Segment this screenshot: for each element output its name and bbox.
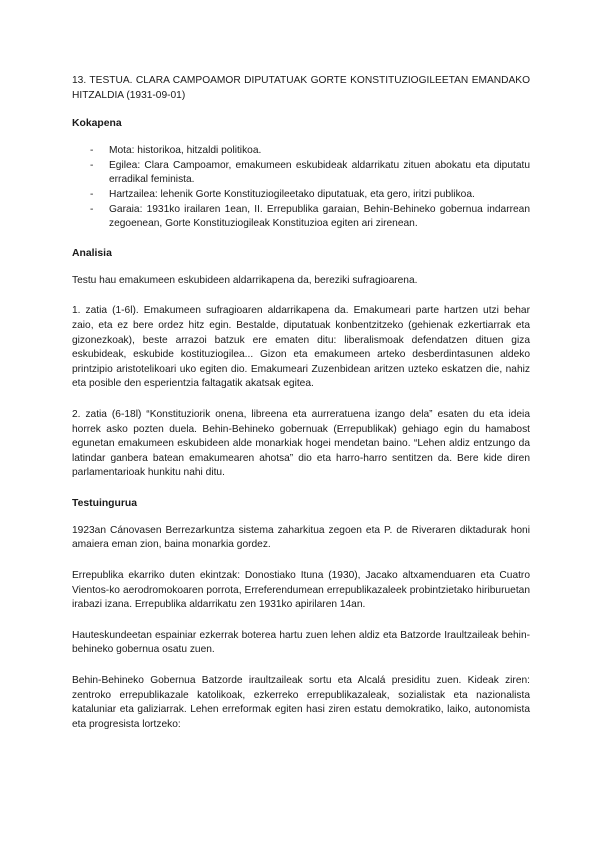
heading-kokapena: Kokapena (72, 118, 122, 130)
paragraph: 2. zatia (6-18l) “Konstituziorik onena, libreena eta aurreratuena izango dela” esaten du eta ideia horrek asko pozten duela. Behin-Behineko gobernuak (Errepublikak) gehiago egin du hamabost egunetan emakumeen eskubideen alde monarkiak hogei mendetan baino. “Lehen aldiz entzungo da latindar ganbera batean emakumearen ahotsa” dio eta harro-harro sentitzen da. Bere kide diren parlamentarioak hunkitu nahi ditu. (72, 408, 530, 479)
list-item: - Egilea: Clara Campoamor, emakumeen eskubideak aldarrikatu zituen abokatu eta diputatu erradikal feminista. (90, 159, 530, 186)
paragraph: Testu hau emakumeen eskubideen aldarrikapena da, bereziki sufragioarena. (72, 274, 418, 286)
heading-analisia: Analisia (72, 247, 112, 259)
document-page (72, 74, 530, 732)
heading-testuingurua: Testuingurua (72, 497, 138, 509)
list-item: - Mota: historikoa, hitzaldi politikoa. (90, 145, 262, 157)
paragraph: 1923an Cánovasen Berrezarkuntza sistema zaharkitua zegoen eta P. de Riveraren diktadurak honi amaiera eman zion, baina monarkia gordez. (72, 524, 530, 551)
paragraph: Behin-Behineko Gobernua Batzorde iraultzaileak sortu eta Alcalá presiditu zuen. Kideak ziren: zentroko errepublikazale katolikoak, ezkerreko errepublikazaleak, sozialistak eta nazionalista kataluniar eta galiziarrak. Lehen erreformak egiten hasi ziren estatu demokratiko, laiko, autonomista eta progresista lortzeko: (72, 675, 530, 730)
paragraph: Errepublika ekarriko duten ekintzak: Donostiako Ituna (1930), Jacako altxamenduaren eta Cuatro Vientos-ko aerodromokoaren porrota, Erreferendumean errepublikazaleek probintzietako hiriburuetan irabazi izana. Errepublika aldarrikatu zen 1931ko apirilaren 14an. (72, 570, 530, 611)
paragraph: Hauteskundeetan espainiar ezkerrak boterea hartu zuen lehen aldiz eta Batzorde Iraultzaileak behin-behineko gobernua osatu zuen. (72, 629, 530, 656)
document-title: 13. TESTUA. CLARA CAMPOAMOR DIPUTATUAK GORTE KONSTITUZIOGILEETAN EMANDAKO HITZALDIA (1931-09-01) (72, 75, 530, 101)
list-item: - Garaia: 1931ko irailaren 1ean, II. Errepublika garaian, Behin-Behineko gobernua indarrean zegoenean, Gorte Konstituziogileak Konstituzioa egiten ari zirenean. (90, 203, 530, 230)
list-item: - Hartzailea: lehenik Gorte Konstituziogileetako diputatuak, eta gero, iritzi publikoa. (90, 188, 475, 200)
paragraph: 1. zatia (1-6l). Emakumeen sufragioaren aldarrikapena da. Emakumeari parte hartzen utzi behar zaio, eta ez bere ordez hitz egin. Bestalde, diputatuak konbentzitzeko (gehienak ezkertiarrak eta gizonezkoak), beste arrazoi batzuk ere ematen ditu: liberalismoak defendatzen dituen giza eskubideak, eskubide kostituziogilea... Gizon eta emakumeen arteko desberdintasunen aldeko printzipio aristotelikoari uko egiten dio. Emakumeari Zuzenbidean aritzen uzteko eskatzen die, nahiz eta posible den esperientzia faltagatik akatsak egitea. (72, 305, 530, 390)
kokapena-list (72, 144, 530, 232)
